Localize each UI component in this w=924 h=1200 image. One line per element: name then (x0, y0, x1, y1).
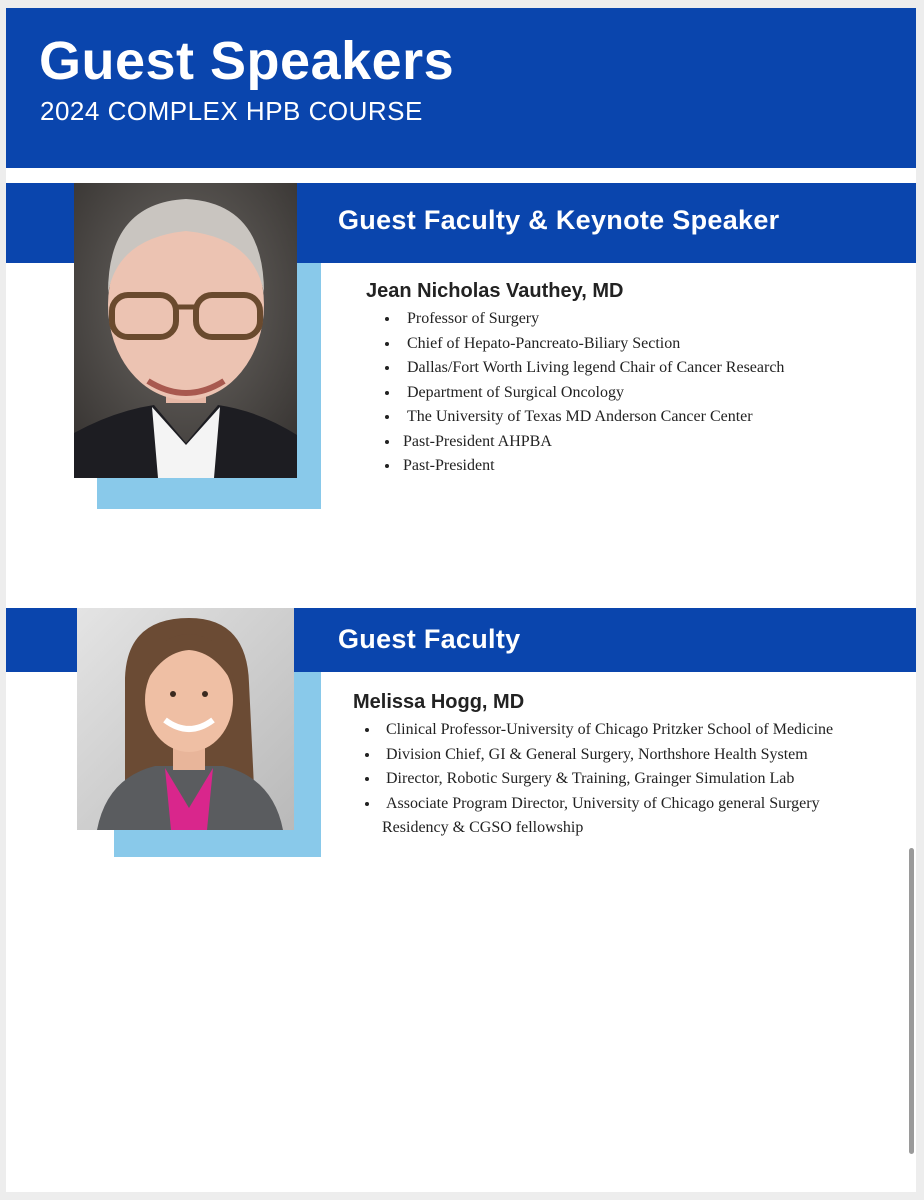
bullet-icon (385, 415, 389, 419)
list-item (365, 792, 910, 817)
credential-text: Dallas/Fort Worth Living legend Chair of Cancer Research (407, 359, 785, 376)
list-item (365, 718, 910, 743)
list-item (365, 767, 910, 792)
list-item (385, 430, 905, 455)
portrait-photo-hogg (77, 608, 294, 830)
flyer-page (6, 8, 916, 1192)
list-item (385, 405, 905, 430)
speaker-name: Jean Nicholas Vauthey, MD (366, 280, 624, 302)
bullet-icon (385, 342, 389, 346)
bullet-icon (365, 777, 369, 781)
credential-text: Division Chief, GI & General Surgery, Northshore Health System (386, 745, 808, 763)
bullet-icon (385, 440, 389, 444)
list-item (365, 816, 910, 841)
credential-text: Professor of Surgery (407, 310, 540, 327)
list-item (385, 332, 905, 357)
credentials-list (365, 718, 910, 841)
header-banner (6, 8, 916, 168)
list-item (365, 743, 910, 768)
page-title: Guest Speakers (39, 31, 455, 91)
bullet-icon (385, 366, 389, 370)
credential-text: Residency & CGSO fellowship (382, 819, 584, 836)
credential-text: Director, Robotic Surgery & Training, Grainger Simulation Lab (386, 770, 795, 787)
section-title-faculty: Guest Faculty (338, 624, 521, 654)
credential-text: Associate Program Director, University of Chicago general Surgery (386, 794, 820, 812)
credential-text: Past-President AHPBA (403, 432, 552, 450)
credential-text: Past-President (403, 457, 495, 474)
credentials-list (385, 307, 905, 479)
credential-text: Chief of Hepato-Pancreato-Biliary Section (407, 334, 681, 352)
bullet-icon (365, 802, 369, 806)
bullet-icon (365, 753, 369, 757)
portrait-photo-vauthey (74, 183, 297, 478)
credential-text: Clinical Professor-University of Chicago Pritzker School of Medicine (386, 721, 834, 738)
bullet-icon (385, 391, 389, 395)
bullet-icon (385, 464, 389, 468)
list-item (385, 454, 905, 479)
speaker-name: Melissa Hogg, MD (353, 691, 525, 713)
list-item (385, 356, 905, 381)
section-title-keynote: Guest Faculty & Keynote Speaker (338, 205, 780, 235)
credential-text: Department of Surgical Oncology (407, 383, 624, 401)
scrollbar[interactable] (909, 848, 914, 1154)
credential-text: The University of Texas MD Anderson Cancer Center (407, 408, 753, 425)
bullet-icon (365, 728, 369, 732)
list-item (385, 381, 905, 406)
page-subtitle: 2024 COMPLEX HPB COURSE (40, 96, 423, 126)
bullet-icon (385, 317, 389, 321)
list-item (385, 307, 905, 332)
